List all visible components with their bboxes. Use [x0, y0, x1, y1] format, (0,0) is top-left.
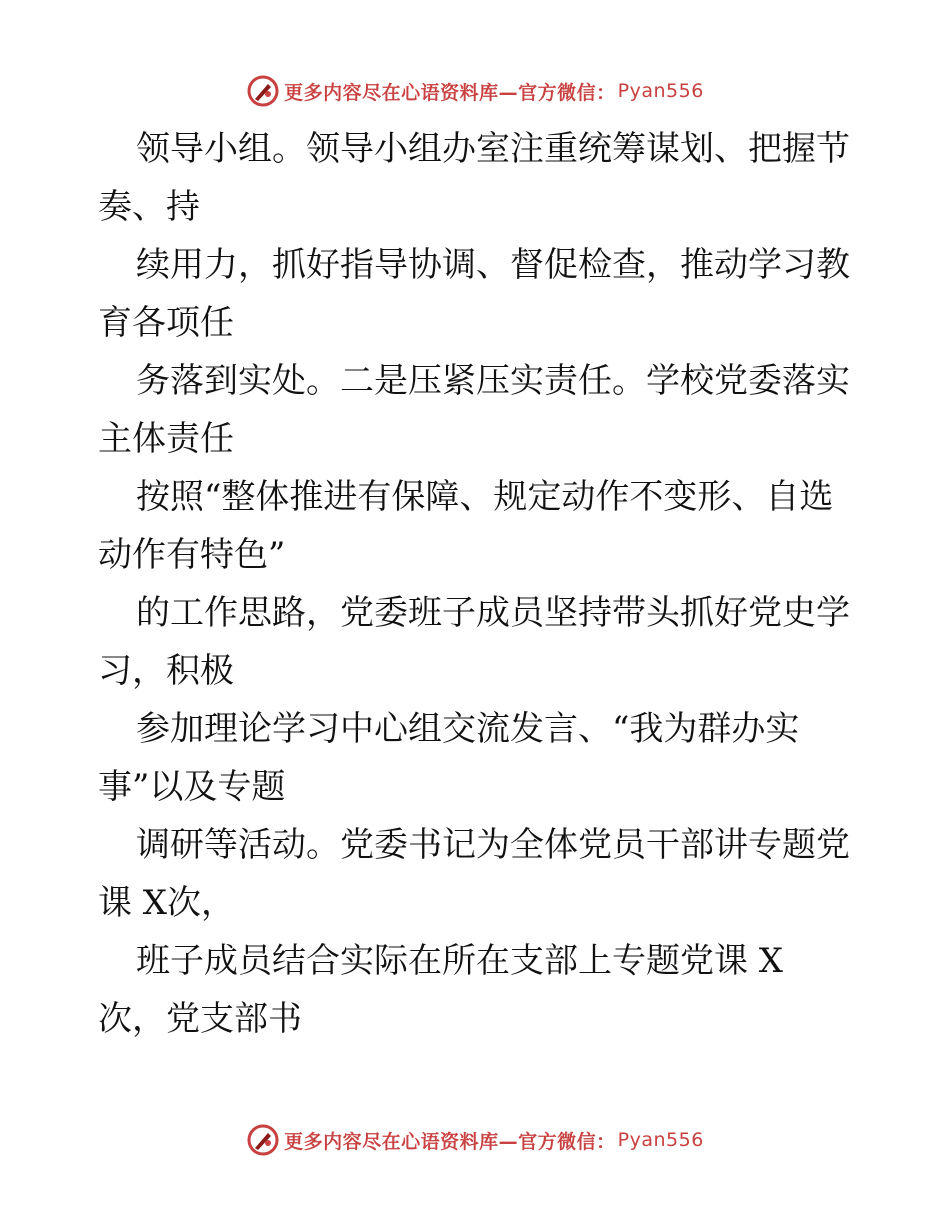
- body-line: 习，积极: [98, 651, 234, 691]
- body-line: 班子成员结合实际在所在支部上专题党课 X: [136, 941, 784, 981]
- pen-circle-logo-icon: [246, 74, 280, 108]
- banner-text: 更多内容尽在心语资料库—官方微信：: [284, 81, 616, 104]
- body-line: 育各项任: [98, 303, 234, 343]
- body-line: 次，党支部书: [98, 999, 302, 1039]
- banner-wechat-id: Pyan556: [617, 1129, 704, 1151]
- body-line: 奏、持: [98, 187, 200, 227]
- body-line: 事”以及专题: [98, 767, 286, 807]
- body-line: 的工作思路，党委班子成员坚持带头抓好党史学: [136, 593, 850, 633]
- body-line: 续用力，抓好指导协调、督促检查，推动学习教: [136, 245, 850, 285]
- body-line: 按照“整体推进有保障、规定动作不变形、自选: [136, 477, 834, 517]
- body-line: 主体责任: [98, 419, 234, 459]
- body-line: 参加理论学习中心组交流发言、“我为群办实: [136, 709, 800, 749]
- pen-circle-logo-icon: [246, 1123, 280, 1157]
- body-line: 调研等活动。党委书记为全体党员干部讲专题党: [136, 825, 850, 865]
- body-line: 动作有特色”: [98, 535, 286, 575]
- body-line: 课 X次，: [98, 883, 236, 923]
- header-banner: [0, 71, 950, 111]
- document-body: [98, 120, 898, 1048]
- body-line: 务落到实处。二是压紧压实责任。学校党委落实: [136, 361, 850, 401]
- banner-wechat-id: Pyan556: [617, 80, 704, 102]
- body-line: 领导小组。领导小组办室注重统筹谋划、把握节: [136, 129, 850, 169]
- footer-banner: [0, 1120, 950, 1160]
- banner-text: 更多内容尽在心语资料库—官方微信：: [284, 1130, 616, 1153]
